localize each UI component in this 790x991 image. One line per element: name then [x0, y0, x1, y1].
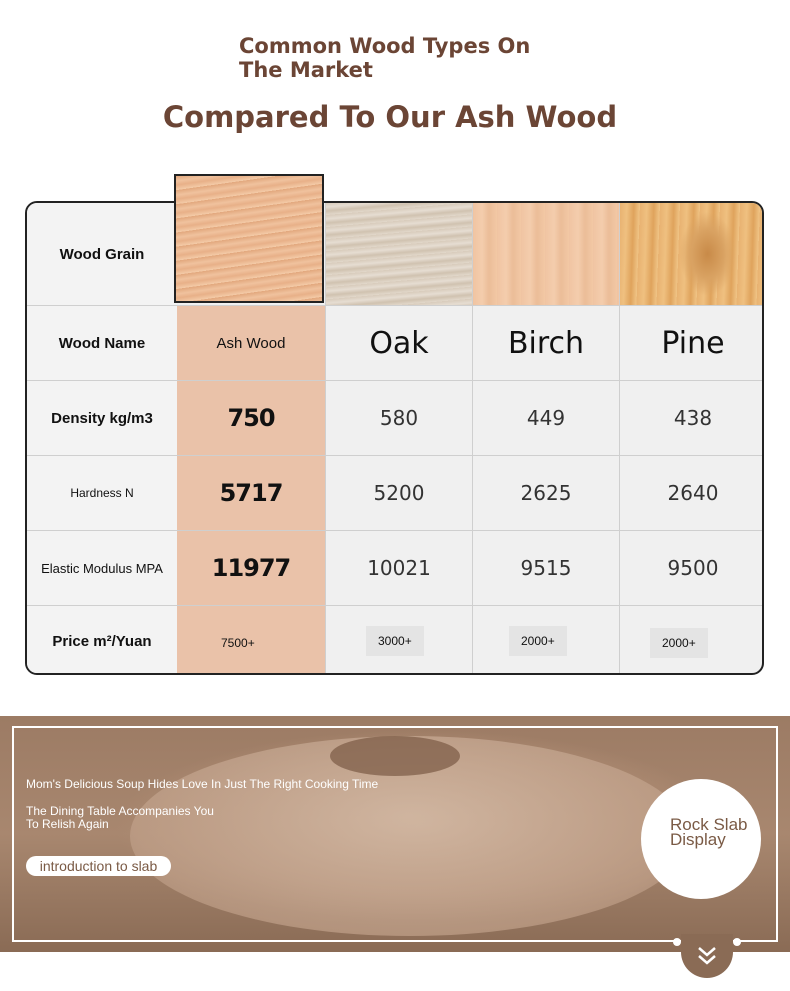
hardness-ash [177, 456, 325, 530]
banner-tagline: Mom's Delicious Soup Hides Love In Just The Right Cooking Time [26, 777, 379, 791]
name-birch [472, 306, 619, 380]
price-text: 7500+ [221, 636, 255, 650]
price-ash [177, 606, 325, 675]
price-text: 2000+ [509, 626, 567, 656]
label-text: Hardness N [70, 486, 134, 500]
row-elastic-modulus [27, 530, 762, 605]
density-ash [177, 381, 325, 455]
rock-slab-banner [0, 716, 790, 952]
name-oak [325, 306, 472, 380]
comparison-table [25, 201, 764, 675]
elastic-pine [619, 531, 764, 605]
value-text: 5200 [373, 481, 425, 505]
label-elastic-modulus [27, 531, 177, 605]
hardness-pine [619, 456, 764, 530]
value-text: 449 [526, 406, 566, 430]
value-text: 750 [227, 404, 275, 432]
value-text: 438 [673, 406, 713, 430]
elastic-ash [177, 531, 325, 605]
grain-ash-swatch [174, 174, 324, 303]
value-text: 9500 [667, 556, 719, 580]
wood-name-text: Oak [369, 325, 429, 361]
grain-oak-swatch [325, 203, 472, 305]
elastic-oak [325, 531, 472, 605]
page-title-line1: Common Wood Types On The Market [239, 34, 531, 82]
value-text: 9515 [520, 556, 572, 580]
name-pine [619, 306, 764, 380]
value-text: 2640 [667, 481, 719, 505]
label-wood-grain [27, 203, 177, 305]
price-birch [472, 606, 619, 675]
elastic-birch [472, 531, 619, 605]
value-text: 580 [379, 406, 419, 430]
value-text: 10021 [367, 556, 431, 580]
hardness-birch [472, 456, 619, 530]
row-wood-grain [27, 203, 762, 305]
label-price [27, 606, 177, 675]
banner-subtitle: The Dining Table Accompanies You To Relish Again [26, 804, 214, 831]
introduction-button[interactable]: introduction to slab [26, 856, 171, 876]
row-hardness [27, 455, 762, 530]
label-text: Elastic Modulus MPA [41, 560, 163, 576]
grain-birch-swatch [472, 203, 619, 305]
label-text: Density kg/m3 [51, 409, 153, 427]
label-text: Wood Grain [59, 245, 145, 263]
label-hardness [27, 456, 177, 530]
chevron-double-down-icon [696, 944, 718, 968]
grain-pine-swatch [619, 203, 764, 305]
label-wood-name [27, 306, 177, 380]
value-text: 2625 [520, 481, 572, 505]
label-density [27, 381, 177, 455]
value-text: 5717 [219, 479, 283, 507]
badge-text: Rock Slab Display [670, 815, 748, 849]
rock-slab-badge[interactable] [641, 779, 761, 899]
wood-name-text: Pine [661, 325, 725, 361]
price-text: 3000+ [366, 626, 424, 656]
page-title-line2: Compared To Our Ash Wood [162, 100, 618, 134]
density-pine [619, 381, 764, 455]
wood-name-text: Birch [507, 325, 585, 361]
label-text: Wood Name [58, 334, 146, 352]
row-price [27, 605, 762, 675]
label-text: Price m²/Yuan [52, 633, 152, 650]
name-ash [177, 306, 325, 380]
density-birch [472, 381, 619, 455]
frame-dot-left [673, 938, 681, 946]
price-oak [325, 606, 472, 675]
price-text: 2000+ [650, 628, 708, 658]
hardness-oak [325, 456, 472, 530]
price-pine [619, 606, 764, 675]
wood-name-text: Ash Wood [216, 334, 286, 352]
row-density [27, 380, 762, 455]
scroll-down-button[interactable] [681, 934, 733, 978]
frame-dot-right [733, 938, 741, 946]
value-text: 11977 [211, 554, 291, 582]
row-wood-name [27, 305, 762, 380]
density-oak [325, 381, 472, 455]
